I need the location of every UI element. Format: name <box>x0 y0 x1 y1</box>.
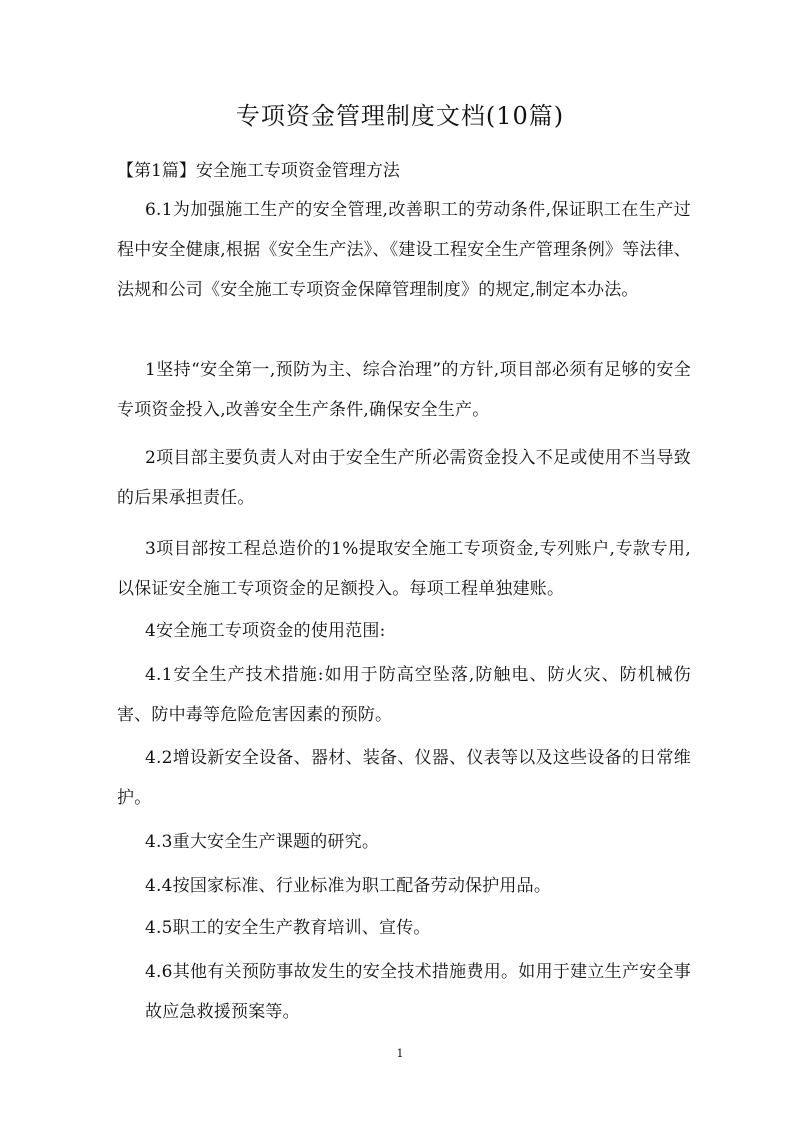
paragraph-4-6: 4.6其他有关预防事故发生的安全技术措施费用。如用于建立生产安全事故应急救援预案等。 <box>145 962 691 1022</box>
paragraph-4-5: 4.5职工的安全生产教育培训、宣传。 <box>145 918 431 938</box>
section-heading: 【第1篇】安全施工专项资金管理方法 <box>117 161 400 181</box>
paragraph-4-3: 4.3重大安全生产课题的研究。 <box>145 832 380 852</box>
document-title: 专项资金管理制度文档(10篇) <box>235 102 565 130</box>
paragraph-3: 3项目部按工程总造价的1%提取安全施工专项资金,专列账户,专款专用,以保证安全施工专项资金的足额投入。每项工程单独建账。 <box>117 539 691 599</box>
paragraph-4: 4安全施工专项资金的使用范围: <box>145 621 386 641</box>
paragraph-4-1: 4.1安全生产技术措施:如用于防高空坠落,防触电、防火灾、防机械伤害、防中毒等危险危害因素的预防。 <box>117 665 691 725</box>
paragraph-2: 2项目部主要负责人对由于安全生产所必需资金投入不足或使用不当导致的后果承担责任。 <box>117 448 691 508</box>
paragraph-1: 1坚持“安全第一,预防为主、综合治理”的方针,项目部必须有足够的安全专项资金投入,改善安全生产条件,确保安全生产。 <box>117 360 691 420</box>
page-number: 1 <box>396 1047 404 1060</box>
paragraph-6-1: 6.1为加强施工生产的安全管理,改善职工的劳动条件,保证职工在生产过程中安全健康,根据《安全生产法》、《建设工程安全生产管理条例》等法律、法规和公司《安全施工专项资金保障管理制度》的规定,制定本办法。 <box>117 200 691 300</box>
paragraph-4-2: 4.2增设新安全设备、器材、装备、仪器、仪表等以及这些设备的日常维护。 <box>117 748 691 808</box>
paragraph-4-4: 4.4按国家标准、行业标准为职工配备劳动保护用品。 <box>145 876 552 896</box>
